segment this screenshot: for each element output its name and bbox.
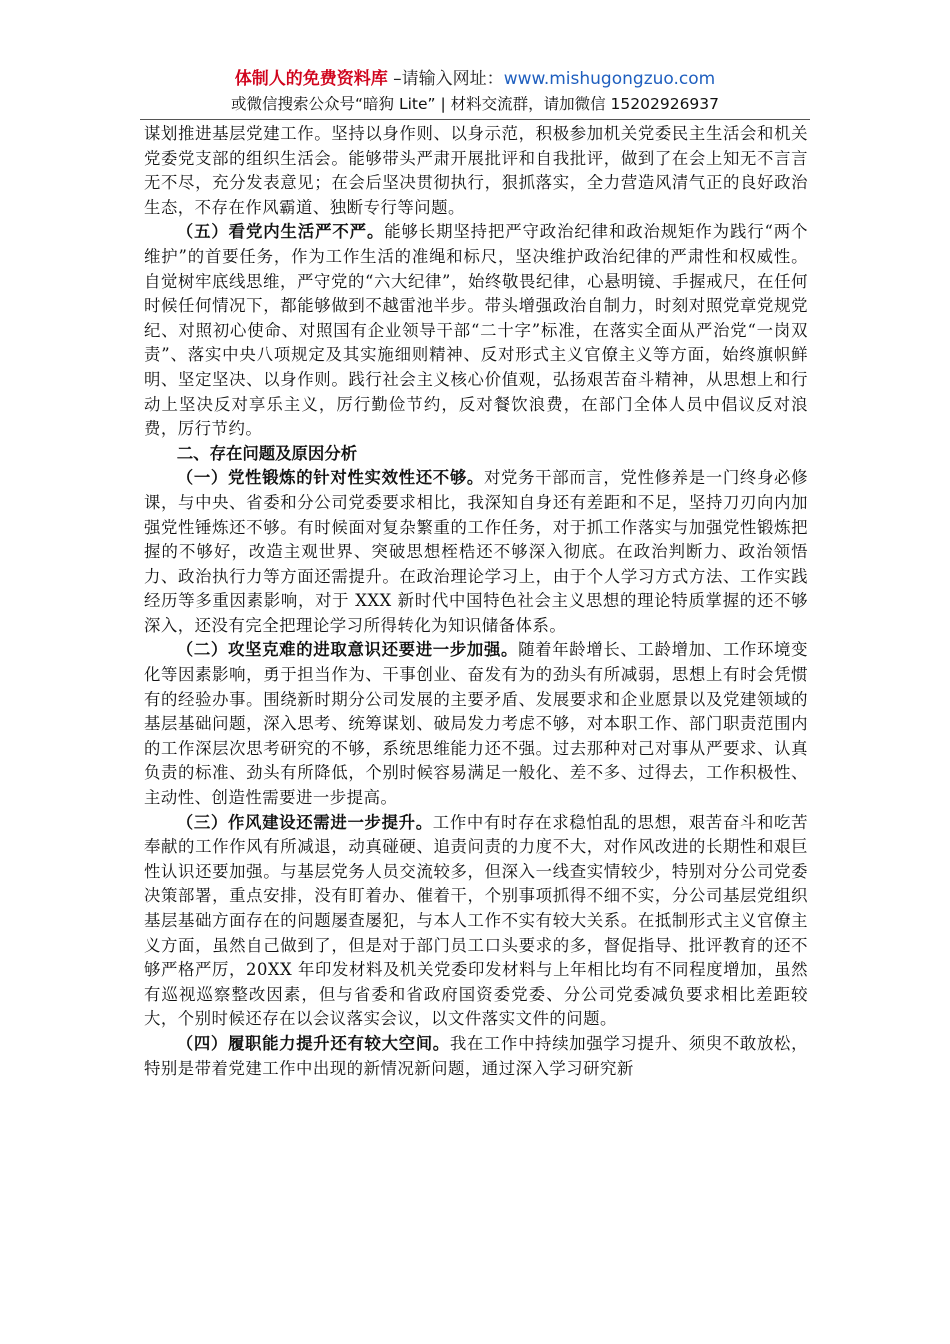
paragraph-party-training bbox=[144, 466, 808, 638]
paragraph-enterprising bbox=[144, 638, 808, 810]
paragraph-lead: （四）履职能力提升还有较大空间。 bbox=[176, 1033, 450, 1053]
document-body bbox=[144, 122, 808, 1081]
paragraph-text: 对党务干部而言，党性修养是一门终身必修课，与中央、省委和分公司党委要求相比，我深知自身还有差距和不足，坚持刀刃向内加强党性锤炼还不够。有时候面对复杂繁重的工作任务，对于抓工作落实与加强党性锻炼把握的不够好，改造主观世界、突破思想桎梏还不够深入彻底。在政治判断力、政治领悟力、政治执行力等方面还需提升。在政治理论学习上，由于个人学习方式方法、工作实践经历等多重因素影响，对于 XXX 新时代中国特色社会主义思想的理论特质掌握的还不够深入，还没有完全把理论学习所得转化为知识储备体系。 bbox=[144, 468, 808, 635]
header-brand: 体制人的免费资料库 bbox=[234, 69, 388, 89]
paragraph-text: 我在工作中持续加强学习提升、须臾不敢放松，特别是带着党建工作中出现的新情况新问题，通过深入学习研究新 bbox=[144, 1033, 809, 1078]
paragraph-lead: （三）作风建设还需进一步提升。 bbox=[176, 812, 433, 832]
paragraph-lead: （五）看党内生活严不严。 bbox=[176, 222, 385, 242]
header-promo-line bbox=[0, 66, 950, 92]
section-heading: 二、存在问题及原因分析 bbox=[176, 443, 358, 463]
paragraph-party-life bbox=[144, 220, 808, 441]
paragraph-capability bbox=[144, 1032, 808, 1081]
document-header bbox=[0, 66, 950, 116]
header-url-link[interactable]: www.mishugongzuo.com bbox=[503, 69, 716, 89]
paragraph-lead: （二）攻坚克难的进取意识还要进一步加强。 bbox=[176, 640, 519, 660]
paragraph-work-style bbox=[144, 811, 808, 1032]
paragraph-text: 能够长期坚持把严守政治纪律和政治规矩作为践行“两个维护”的首要任务，作为工作生活的准绳和标尺，坚决维护政治纪律的严肃性和权威性。自觉树牢底线思维，严守党的“六大纪律”，始终敬畏纪律，心悬明镜、手握戒尺，在任何时候任何情况下，都能够做到不越雷池半步。带头增强政治自制力，时刻对照党章党规党纪、对照初心使命、对照国有企业领导干部“二十字”标准，在落实全面从严治党“一岗双责”、落实中央八项规定及其实施细则精神、反对形式主义官僚主义等方面，始终旗帜鲜明、坚定坚决、以身作则。践行社会主义核心价值观，弘扬艰苦奋斗精神，从思想上和行动上坚决反对享乐主义，厉行勤俭节约，反对餐饮浪费，在部门全体人员中倡议反对浪费，厉行节约。 bbox=[144, 222, 808, 439]
header-divider bbox=[140, 119, 810, 120]
paragraph-text: 随着年龄增长、工龄增加、工作环境变化等因素影响，勇于担当作为、干事创业、奋发有为的劲头有所减弱，思想上有时会凭惯有的经验办事。围绕新时期分公司发展的主要矛盾、发展要求和企业愿景以及党建领域的基层基础问题，深入思考、统筹谋划、破局发力考虑不够，对本职工作、部门职责范围内的工作深层次思考研究的不够，系统思维能力还不强。过去那种对己对事从严要求、认真负责的标准、劲头有所降低，个别时候容易满足一般化、差不多、过得去，工作积极性、主动性、创造性需要进一步提高。 bbox=[144, 640, 809, 808]
paragraph-continuation: 谋划推进基层党建工作。坚持以身作则、以身示范，积极参加机关党委民主生活会和机关党委党支部的组织生活会。能够带头严肃开展批评和自我批评，做到了在会上知无不言言无不尽，充分发表意见；在会后坚决贯彻执行，狠抓落实，全力营造风清气正的良好政治生态，不存在作风霸道、独断专行等问题。 bbox=[144, 124, 808, 217]
paragraph-lead: （一）党性锻炼的针对性实效性还不够。 bbox=[176, 468, 484, 488]
paragraph-text: 工作中有时存在求稳怕乱的思想，艰苦奋斗和吃苦奉献的工作作风有所减退，动真碰硬、追责问责的力度不大，对作风改进的长期性和艰巨性认识还要加强。与基层党务人员交流较多，但深入一线查实情较少，特别对分公司党委决策部署，重点安排，没有盯着办、催着干，个别事项抓得不细不实，分公司基层党组织基层基础方面存在的问题屡查屡犯，与本人工作不实有较大关系。在抵制形式主义官僚主义方面，虽然自己做到了，但是对于部门员工口头要求的多，督促指导、批评教育的还不够严格严厉，20XX 年印发材料及机关党委印发材料与上年相比均有不同程度增加，虽然有巡视巡察整改因素，但与省委和省政府国资委党委、分公司党委减负要求相比差距较大，个别时候还存在以会议落实会议，以文件落实文件的问题。 bbox=[144, 812, 809, 1029]
header-contact-line: 或微信搜索公众号“暗狗 Lite” | 材料交流群，请加微信 15202926937 bbox=[230, 95, 720, 113]
header-prompt: –请输入网址： bbox=[387, 69, 504, 89]
